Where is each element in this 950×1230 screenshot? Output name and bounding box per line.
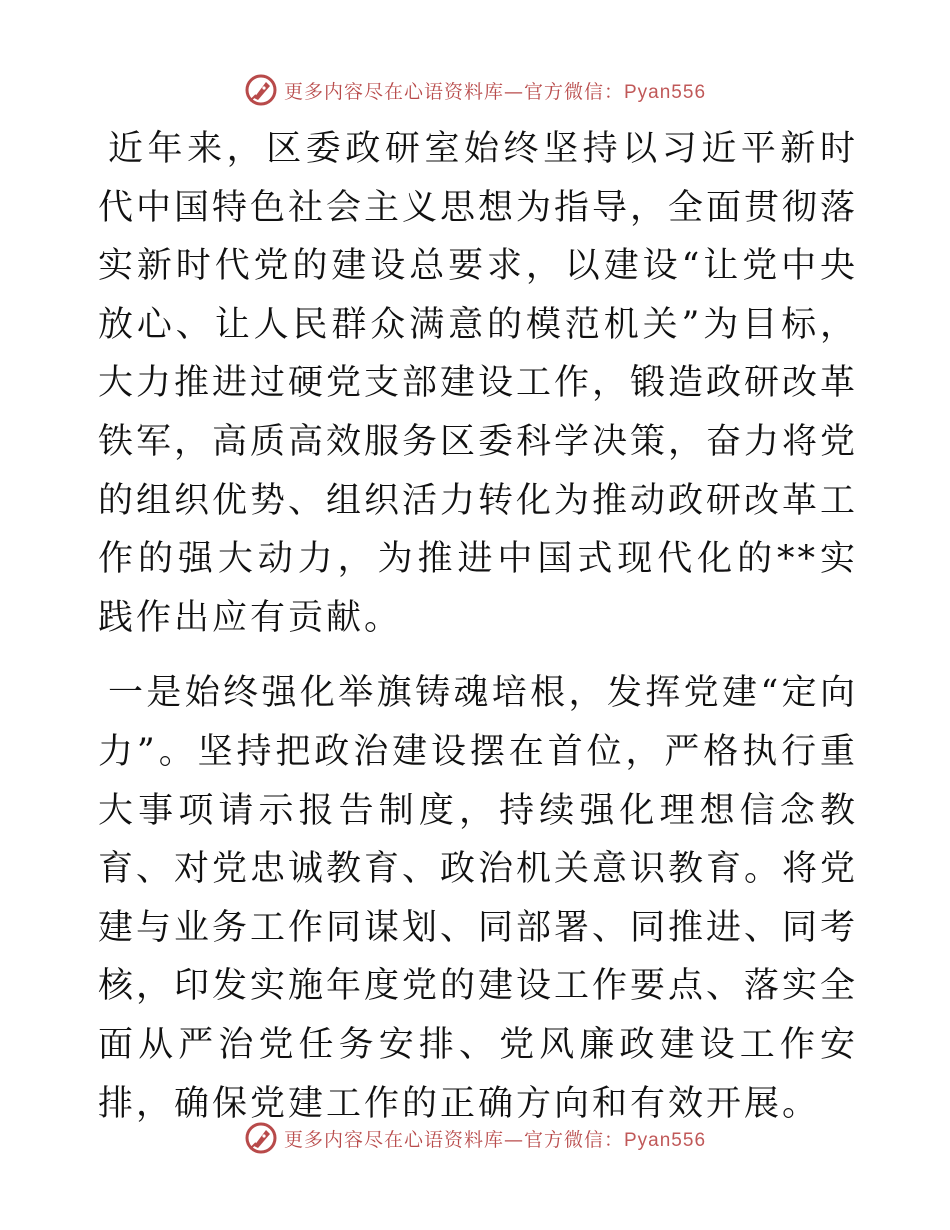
watermark-separator: — bbox=[503, 80, 524, 103]
watermark-separator: — bbox=[503, 1128, 524, 1151]
pen-nib-circle-icon bbox=[244, 1121, 278, 1155]
watermark-wechat-id: Pyan556 bbox=[624, 1129, 707, 1151]
footer-watermark-banner bbox=[0, 1118, 950, 1158]
watermark-text bbox=[284, 77, 706, 104]
pen-nib-circle-icon bbox=[244, 73, 278, 107]
watermark-wechat-label: 官方微信： bbox=[523, 1128, 624, 1151]
watermark-wechat-label: 官方微信： bbox=[523, 80, 624, 103]
watermark-main-text: 更多内容尽在心语资料库 bbox=[283, 80, 504, 103]
watermark-main-text: 更多内容尽在心语资料库 bbox=[283, 1128, 504, 1151]
paragraph-intro: 近年来，区委政研室始终坚持以习近平新时代中国特色社会主义思想为指导，全面贯彻落实新时代党的建设总要求，以建设“让党中央放心、让人民群众满意的模范机关”为目标，大力推进过硬党支部建设工作，锻造政研改革铁军，高质高效服务区委科学决策，奋力将党的组织优势、组织活力转化为推动政研改革工作的强大动力，为推进中国式现代化的**实践作出应有贡献。 bbox=[98, 129, 859, 638]
watermark-wechat-id: Pyan556 bbox=[624, 81, 707, 103]
document-body bbox=[98, 120, 858, 1133]
paragraph-point-one: 一是始终强化举旗铸魂培根，发挥党建“定向力”。坚持把政治建设摆在首位，严格执行重大事项请示报告制度，持续强化理想信念教育、对党忠诚教育、政治机关意识教育。将党建与业务工作同谋划、同部署、同推进、同考核，印发实施年度党的建设工作要点、落实全面从严治党任务安排、党风廉政建设工作安排，确保党建工作的正确方向和有效开展。 bbox=[98, 673, 859, 1124]
watermark-text bbox=[284, 1125, 706, 1152]
header-watermark-banner bbox=[0, 70, 950, 110]
